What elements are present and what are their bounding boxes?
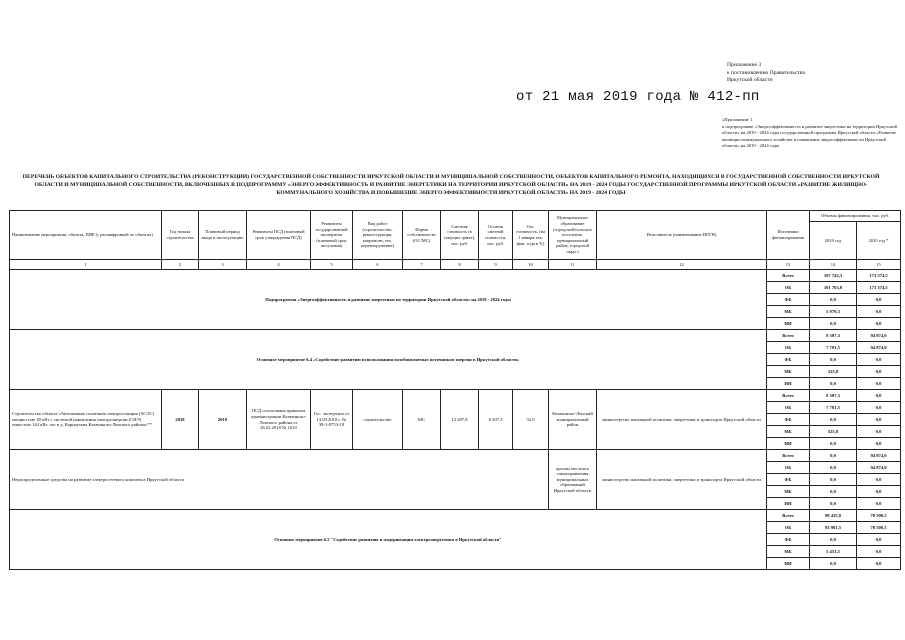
value-2020: 0,0 (857, 294, 901, 306)
funding-source: Всего (767, 450, 810, 462)
value-2020: 78 500,5 (857, 522, 901, 534)
funding-source: МБ (767, 546, 810, 558)
value-2020: 0,0 (857, 402, 901, 414)
column-number: 4 (247, 260, 311, 270)
value-2019: 0,0 (810, 462, 857, 474)
value-2020: 0,0 (857, 366, 901, 378)
value-2019: 0,0 (810, 438, 857, 450)
value-2019: 0,0 (810, 318, 857, 330)
funding-source: ИИ (767, 318, 810, 330)
value-2020: 0,0 (857, 306, 901, 318)
column-number: 7 (403, 260, 441, 270)
funding-source: ОБ (767, 522, 810, 534)
table-row (10, 510, 901, 522)
column-header: Муниципальное образование (городской/сельское поселение, муниципальный район, городской округ) (549, 211, 597, 260)
readiness: 32,0 (513, 390, 549, 450)
value-2020: 94 874,0 (857, 462, 901, 474)
column-header: Форма собственности (ОС/МС) (403, 211, 441, 260)
table-row (10, 270, 901, 282)
value-2019: 0,0 (810, 474, 857, 486)
object-name: Строительство объекта «Автономная солнечная электростанция (АСЭС) мощностью 40 кВт с системой накопления электроэнергии (СНЭ) емкостью 144 кВт. час в д. Карнаухова Казачинско-Ленского района»** (10, 390, 162, 450)
value-2019: 7 781,5 (810, 402, 857, 414)
reserve-name: Нераспределенные средства на развитие электросетевого комплекса Иркутской области (10, 450, 549, 510)
column-number: 11 (549, 260, 597, 270)
funding-source: ОБ (767, 402, 810, 414)
column-header: Тех. готовность, (на 1 января тек. фин. года в %) (513, 211, 549, 260)
psd-details: ПСД согласована приказом администрации Казачинско-Ленского района от 26.02.2018 № 1010 (247, 390, 311, 450)
column-number: 12 (597, 260, 767, 270)
funding-source: ФБ (767, 414, 810, 426)
value-2020: 0,0 (857, 426, 901, 438)
column-header: Год начала строительства (162, 211, 199, 260)
funding-source: Всего (767, 390, 810, 402)
value-2019: 0,0 (810, 378, 857, 390)
document-heading: ПЕРЕЧЕНЬ ОБЪЕКТОВ КАПИТАЛЬНОГО СТРОИТЕЛЬСТВА (РЕКОНСТРУКЦИИ) ГОСУДАРСТВЕННОЙ СОБСТВЕННОСТИ ИРКУТСКОЙ ОБЛАСТИ И МУНИЦИПАЛЬНОЙ СОБСТВЕННОСТИ, ОБЪЕКТОВ КАПИТАЛЬНОГО РЕМОНТА, НАХОДЯЩИХСЯ В ГОСУДАРСТВЕННОЙ СОБСТВЕННОСТИ ИРКУТСКОЙ ОБЛАСТИ И МУНИЦИПАЛЬНОЙ СОБСТВЕННОСТИ, ВКЛЮЧЕННЫХ В ПОДПРОГРАММУ «ЭНЕРГОЭФФЕКТИВНОСТЬ И РАЗВИТИЕ ЭНЕРГЕТИКИ НА ТЕРРИТОРИИ ИРКУТСКОЙ ОБЛАСТИ» НА 2019 - 2024 ГОДЫ ГОСУДАРСТВЕННОЙ ПРОГРАММЫ ИРКУТСКОЙ ОБЛАСТИ «РАЗВИТИЕ ЖИЛИЩНО-КОММУНАЛЬНОГО ХОЗЯЙСТВА И ПОВЫШЕНИЕ ЭНЕРГОЭФФЕКТИВНОСТИ ИРКУТСКОЙ ОБЛАСТИ» НА 2019 - 2024 ГОДЫ (22, 174, 880, 197)
funding-source: МБ (767, 306, 810, 318)
funding-source: МБ (767, 486, 810, 498)
end-year: 2019 (199, 390, 247, 450)
value-2019: 0,0 (810, 558, 857, 570)
value-2019: 107 742,3 (810, 270, 857, 282)
value-2020: 0,0 (857, 486, 901, 498)
value-2020: 0,0 (857, 414, 901, 426)
funding-source: ИИ (767, 498, 810, 510)
funding-source: МБ (767, 366, 810, 378)
value-2019: 5 979,3 (810, 306, 857, 318)
column-header: Вид работ (строительство, реконструкция, капремонт, тех. перевооружение) (353, 211, 403, 260)
activity-title: Основное мероприятие 6.5 "Содействие развитию и модернизации электроэнергетики в Иркутской области" (10, 510, 767, 570)
column-number: 5 (311, 260, 353, 270)
value-2020: 0,0 (857, 378, 901, 390)
column-header: Сметная стоимость (в текущих ценах), тыс. руб. (441, 211, 479, 260)
funding-header: Объемы финансирования, тыс. руб. (810, 211, 901, 222)
value-2019: 8 307,3 (810, 390, 857, 402)
funding-source: Всего (767, 510, 810, 522)
column-header: Исполнитель (наименование ИОГВ) (597, 211, 767, 260)
value-2019: 0,0 (810, 498, 857, 510)
appendix-line: «Приложение 1 (722, 117, 753, 122)
ownership: МС (403, 390, 441, 450)
value-2020: 0,0 (857, 390, 901, 402)
funding-source: ОБ (767, 462, 810, 474)
table-row (10, 390, 901, 402)
funding-source: ФБ (767, 354, 810, 366)
funding-source: МБ (767, 426, 810, 438)
value-2019: 101 763,0 (810, 282, 857, 294)
value-2019: 0,0 (810, 354, 857, 366)
value-2019: 525,8 (810, 366, 857, 378)
start-year: 2018 (162, 390, 199, 450)
column-header: Источники финансирования (767, 211, 810, 260)
column-number: 13 (767, 260, 810, 270)
activity-title: Основное мероприятие 6.4 «Содействие развитию использования возобновляемых источников энергии в Иркутской области» (10, 330, 767, 390)
funding-source: ИИ (767, 438, 810, 450)
value-2020: 94 874,0 (857, 330, 901, 342)
subprogram-appendix-note (722, 117, 898, 150)
value-2019: 525,8 (810, 426, 857, 438)
column-header: Наименование мероприятия, объекта, ПИР (с расшифровкой по объекты) (10, 211, 162, 260)
column-number: 9 (479, 260, 513, 270)
subprogram-title: Подпрограмма «Энергоэффективность и развитие энергетики на территории Иркутской области» на 2019 - 2024 годы (10, 270, 767, 330)
header-row (10, 211, 901, 222)
funding-source: ИИ (767, 558, 810, 570)
value-2020: 0,0 (857, 474, 901, 486)
appendix-line: к постановлению Правительства (727, 69, 805, 76)
column-number: 1 (10, 260, 162, 270)
column-number: 14 (810, 260, 857, 270)
value-2019: 5 453,5 (810, 546, 857, 558)
funding-source: ФБ (767, 294, 810, 306)
funding-source: Всего (767, 330, 810, 342)
table-row (10, 450, 901, 462)
cost-remainder: 8 307,3 (479, 390, 513, 450)
appendix-line: Иркутской области (727, 77, 773, 83)
table-body (10, 211, 901, 570)
value-2019: 0,0 (810, 294, 857, 306)
value-2019: 7 781,5 (810, 342, 857, 354)
value-2020: 94 874,0 (857, 450, 901, 462)
value-2019: 0,0 (810, 486, 857, 498)
value-2020: 0,0 (857, 498, 901, 510)
value-2020: 173 374,5 (857, 270, 901, 282)
objects-table (9, 210, 901, 570)
value-2020: 0,0 (857, 354, 901, 366)
appendix-note (727, 62, 897, 85)
table-row (10, 330, 901, 342)
funding-source: ОБ (767, 342, 810, 354)
work-type: строительство (353, 390, 403, 450)
resolution-stamp: от 21 мая 2019 года № 412-пп (516, 89, 760, 105)
column-number: 15 (857, 260, 901, 270)
column-header: Плановый период ввода в эксплуатацию (199, 211, 247, 260)
executor: министерство жилищной политики, энергетики и транспорта Иркутской области (597, 450, 767, 510)
value-2020: 94 874,0 (857, 342, 901, 354)
value-2020: 0,0 (857, 546, 901, 558)
value-2019: 0,0 (810, 450, 857, 462)
value-2019: 99 435,0 (810, 510, 857, 522)
value-2020: 173 374,5 (857, 282, 901, 294)
column-number: 2 (162, 260, 199, 270)
value-2019: 8 307,3 (810, 330, 857, 342)
funding-source: ФБ (767, 534, 810, 546)
funding-source: ОБ (767, 282, 810, 294)
expertise-details: Гос. экспертиза от 13.09.2018 г. № 38-1-0753-18 (311, 390, 353, 450)
value-2019: 0,0 (810, 414, 857, 426)
value-2020: 0,0 (857, 318, 901, 330)
value-2020: 0,0 (857, 534, 901, 546)
estimated-cost: 12 287,8 (441, 390, 479, 450)
column-header: 2020 год * (857, 222, 901, 260)
value-2019: 93 981,5 (810, 522, 857, 534)
column-number-row (10, 260, 901, 270)
value-2019: 0,0 (810, 534, 857, 546)
funding-source: Всего (767, 270, 810, 282)
column-number: 3 (199, 260, 247, 270)
appendix-line: к подпрограмме «Энергоэффективность и развитие энергетики на территории Иркутской области» на 2019 - 2024 годы государственной программы Иркутской области «Развитие жилищно-коммунального хозяйства и повышение энергоэффективности Иркутской области» на 2019 - 2024 годы (722, 123, 897, 149)
value-2020: 0,0 (857, 438, 901, 450)
column-header: Реквизиты государственной экспертизы (плановый срок получения) (311, 211, 353, 260)
appendix-line: Приложение 3 (727, 62, 762, 68)
column-number: 6 (353, 260, 403, 270)
funding-source: ИИ (767, 378, 810, 390)
column-number: 10 (513, 260, 549, 270)
funding-source: ФБ (767, 474, 810, 486)
column-header: Остаток сметной стоимости, тыс. руб. (479, 211, 513, 260)
column-header: Реквизиты ПСД (плановый срок утверждения ПСД) (247, 211, 311, 260)
value-2020: 78 500,5 (857, 510, 901, 522)
executor: министерство жилищной политики, энергетики и транспорта Иркутской области (597, 390, 767, 450)
column-number: 8 (441, 260, 479, 270)
municipality: Казачинско-Ленский муниципальный район (549, 390, 597, 450)
municipality: органы местного самоуправления муниципальных образований Иркутской области (549, 450, 597, 510)
value-2020: 0,0 (857, 558, 901, 570)
column-header: 2019 год (810, 222, 857, 260)
